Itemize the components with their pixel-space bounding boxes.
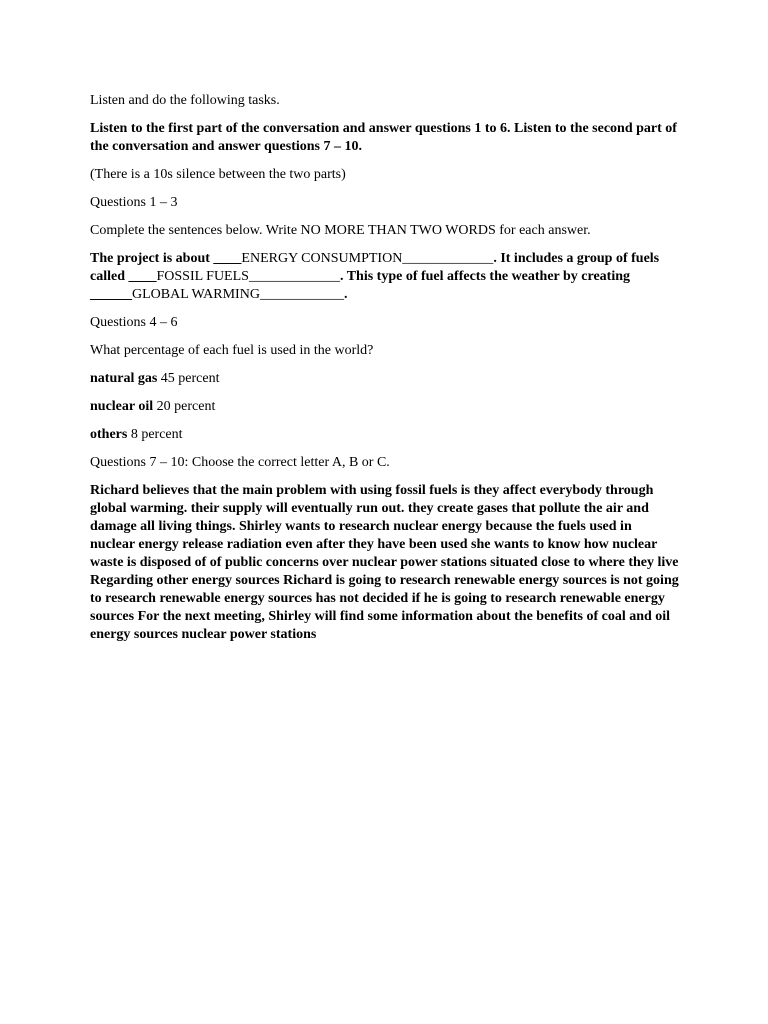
fuel-item — [90, 370, 680, 388]
q1-3-instruction: Complete the sentences below. Write NO MORE THAN TWO WORDS for each answer. — [90, 223, 591, 238]
q1-3-heading: Questions 1 – 3 — [90, 195, 178, 210]
answer-1: ENERGY CONSUMPTION_____________ — [241, 251, 494, 266]
q7-10-body: Richard believes that the main problem with using fossil fuels is they affect everybody through global warming. their supply will eventually run out. they create gases that pollute the air and damage all living things. Shirley wants to research nuclear energy because the fuels used in nuclear energy release radiation even after they have been used she wants to know how nuclear waste is disposed of of public concerns over nuclear power stations situated close to where they live Regarding other energy sources Richard is going to research renewable energy sources is not going to research renewable energy sources has not decided if he is going to research renewable energy sources For the next meeting, Shirley will find some information about the benefits of coal and oil energy sources nuclear power stations — [90, 483, 679, 642]
fuel-item — [90, 398, 680, 416]
fuel-label: natural gas — [90, 371, 158, 386]
sentence-segment: The project is about ____ — [90, 251, 242, 266]
q7-10-heading: Questions 7 – 10: Choose the correct letter A, B or C. — [90, 455, 390, 470]
fuel-label: others — [90, 427, 128, 442]
fuel-item — [90, 426, 680, 444]
answer-2: FOSSIL FUELS_____________ — [156, 269, 340, 284]
sentence-segment: . — [343, 287, 348, 302]
sentence-segment: . This type of fuel affects the weather by creating ______ — [90, 269, 631, 302]
intro-text: Listen and do the following tasks. — [90, 93, 280, 108]
sentence-segment: . It includes a group of fuels called ____ — [90, 251, 660, 284]
fuel-value: 20 percent — [153, 399, 216, 414]
q4-6-question: What percentage of each fuel is used in the world? — [90, 343, 374, 358]
fuel-label: nuclear oil — [90, 399, 154, 414]
fuel-value: 8 percent — [127, 427, 183, 442]
document-page — [90, 92, 680, 654]
instructions-text: Listen to the first part of the conversation and answer questions 1 to 6. Listen to the second part of the conversation and answer questions 7 – 10. — [90, 121, 677, 154]
q4-6-heading: Questions 4 – 6 — [90, 315, 178, 330]
silence-note: (There is a 10s silence between the two parts) — [90, 167, 346, 182]
q1-3-sentences — [90, 250, 680, 304]
answer-3: GLOBAL WARMING____________ — [132, 287, 344, 302]
fuel-value: 45 percent — [157, 371, 220, 386]
